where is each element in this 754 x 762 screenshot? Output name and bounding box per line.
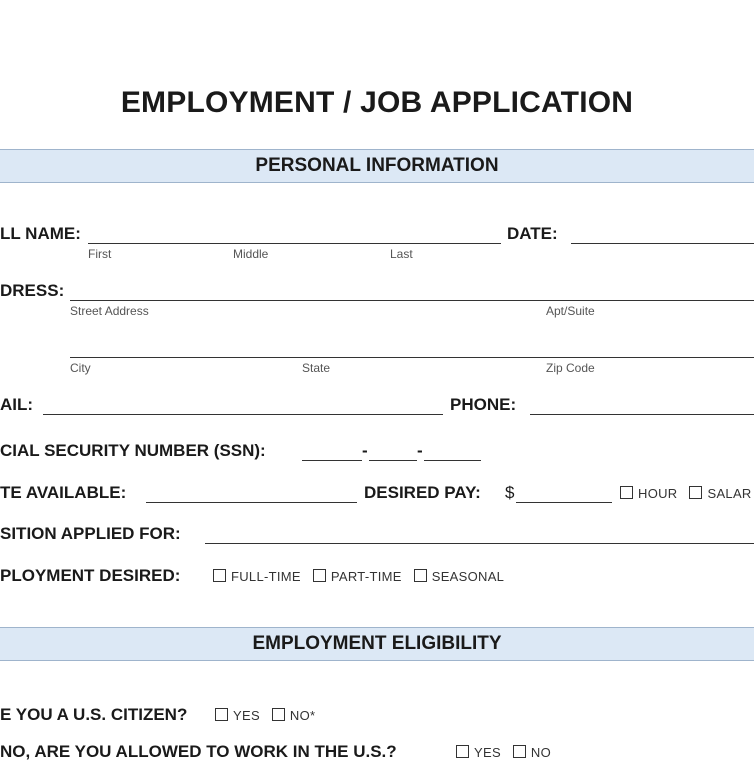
pay-options [620, 486, 752, 501]
phone-field[interactable] [530, 414, 754, 415]
citizen-options [215, 708, 315, 723]
hour-checkbox[interactable] [620, 486, 633, 499]
city-state-zip-field[interactable] [70, 357, 754, 358]
form-title: EMPLOYMENT / JOB APPLICATION [120, 86, 634, 119]
zip-code-caption: Zip Code [546, 361, 595, 375]
hour-option-label: HOUR [638, 486, 678, 501]
full-time-checkbox[interactable] [213, 569, 226, 582]
ssn-part1-field[interactable] [302, 460, 362, 461]
currency-symbol: $ [505, 483, 515, 502]
ssn-part3-field[interactable] [424, 460, 481, 461]
street-address-field[interactable] [70, 300, 754, 301]
full-name-label: LL NAME: [0, 224, 81, 243]
email-label: AIL: [0, 395, 34, 414]
phone-label: PHONE: [450, 395, 517, 414]
allowed-yes-label: YES [474, 745, 501, 760]
allowed-to-work-label: NO, ARE YOU ALLOWED TO WORK IN THE U.S.? [0, 742, 397, 761]
ssn-dash-1: - [362, 441, 368, 460]
address-label: DRESS: [0, 281, 65, 300]
street-address-caption: Street Address [70, 304, 149, 318]
section-header-eligibility-text: EMPLOYMENT ELIGIBILITY [252, 633, 502, 654]
citizen-yes-label: YES [233, 708, 260, 723]
email-field[interactable] [43, 414, 443, 415]
date-available-field[interactable] [146, 502, 357, 503]
part-time-checkbox[interactable] [313, 569, 326, 582]
position-field[interactable] [205, 543, 754, 544]
seasonal-option-label: SEASONAL [431, 569, 505, 584]
section-header-eligibility [0, 627, 754, 661]
date-label: DATE: [507, 224, 558, 243]
state-caption: State [302, 361, 331, 375]
citizen-label: E YOU A U.S. CITIZEN? [0, 705, 188, 724]
position-label: SITION APPLIED FOR: [0, 524, 181, 543]
citizen-no-checkbox[interactable] [272, 708, 285, 721]
city-caption: City [70, 361, 91, 375]
full-name-field[interactable] [88, 243, 501, 244]
allowed-yes-checkbox[interactable] [456, 745, 469, 758]
full-name-last-caption: Last [390, 247, 413, 261]
allowed-no-checkbox[interactable] [513, 745, 526, 758]
section-header-personal [0, 149, 754, 183]
apt-suite-caption: Apt/Suite [546, 304, 595, 318]
citizen-no-label: NO* [289, 708, 316, 723]
desired-pay-label: DESIRED PAY: [364, 483, 481, 502]
salary-checkbox[interactable] [689, 486, 702, 499]
employment-desired-label: PLOYMENT DESIRED: [0, 566, 181, 585]
full-time-option-label: FULL-TIME [231, 569, 301, 584]
seasonal-checkbox[interactable] [414, 569, 427, 582]
allowed-to-work-options [456, 745, 551, 760]
full-name-middle-caption: Middle [233, 247, 269, 261]
allowed-no-label: NO [530, 745, 552, 760]
salary-option-label: SALAR [707, 486, 752, 501]
employment-type-options [213, 569, 504, 584]
date-available-label: TE AVAILABLE: [0, 483, 127, 502]
citizen-yes-checkbox[interactable] [215, 708, 228, 721]
desired-pay-field[interactable] [516, 502, 612, 503]
ssn-part2-field[interactable] [369, 460, 417, 461]
full-name-first-caption: First [88, 247, 112, 261]
part-time-option-label: PART-TIME [330, 569, 402, 584]
ssn-label: CIAL SECURITY NUMBER (SSN): [0, 441, 266, 460]
ssn-dash-2: - [417, 441, 423, 460]
section-header-personal-text: PERSONAL INFORMATION [255, 155, 499, 176]
date-field[interactable] [571, 243, 754, 244]
